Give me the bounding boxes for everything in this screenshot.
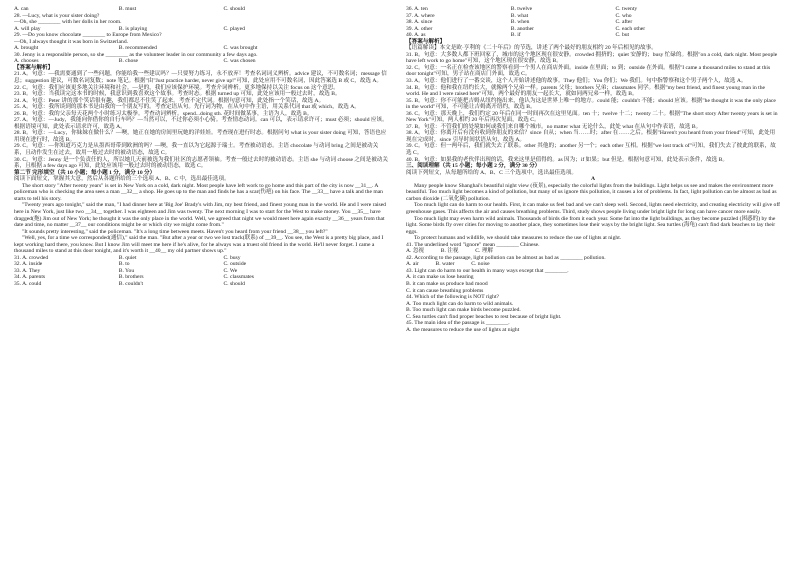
question-line: 43. Light can do harm to our health in many ways except that ________. [406, 267, 569, 274]
section-title: 第二节 完形填空（共 10 小题；每小题 1 分，满分 10 分） [14, 169, 156, 176]
option-a: 31. A. crowded [14, 254, 49, 261]
answer-line: 34. B。句意：他和我在纽约长大，就像两个兄弟一样。parents 父母；brothers 兄弟；classmates 同学。根据"my best friend, and finest young man in the world. He and I were raised here"可知，两个最好的朋友一起长大，就如同两兄弟一样，故选 B。 [406, 84, 766, 98]
option-c: C. was chosen [223, 58, 256, 65]
option-b: B. recommended [118, 45, 157, 52]
option-c: C. after [615, 19, 633, 26]
passage-paragraph: Too much light can do harm to our health. First, it can make us feel bad and we can't sleep well. Second, lights need electricity, and creating electricity will give off greenhouse gases. This affects the air and causes breathing problems. Third, study shows people living under bright light for long can have cancer more easily. [406, 202, 780, 215]
question-line: B. it can make us produce bad mood [406, 280, 488, 287]
option-b: B. chose [118, 58, 138, 65]
question-28-reply: —Oh, she ________ with her dolls in her room. [14, 19, 122, 26]
option-a: A. will play [14, 25, 41, 32]
option-b: B. twelve [510, 6, 533, 12]
section-intro: 阅读下列短文，从每题所给的 A、B、C 三个选项中，选出最佳选项。 [406, 169, 577, 176]
answer-line: 40. B。句意：如果我的老伙伴出现的话，我来这里是值得的。as 因为；if 如果；but 但是。根据句意可知，此处表示条件，故选 B。 [406, 156, 728, 163]
question-line: A. Too much light can do harm to wild animals. [406, 300, 514, 307]
answer-line: 38. A。句意：你离开后有没有收到你朋友的来信？since 自从；when 当……时；after 在……之后。根据"Haven't you heard from your friend"可知，此处用现在完成时，since 引导时间状语从句，故选 A。 [406, 130, 776, 143]
question-line: A. the measures to reduce the use of lights at night [406, 326, 520, 333]
option-c: C. classmates [223, 274, 254, 281]
option-c: C. outside [223, 261, 247, 268]
answer-heading: 【答案与解析】 [406, 38, 446, 45]
option-b: B. when [510, 19, 530, 26]
answer-line: 30. C。句意：Jenny 是一个负责任的人，所以她几天前被选为我们社区的志愿者领袖。考查一般过去时的被动语态。主语 she 与动词 choose 之间是被动关系，且根据 a few days ago 可知，此处应该用一般过去时的被动语态，故选 C。 [14, 156, 388, 170]
answer-line: 37. B。句意：不管我们的处境如何或我们来自哪个城市。no matter what 无论什么，此处 what 在从句中作表语，故选 B。 [406, 123, 702, 130]
answer-line: 25. A。句意：我所谈到的那本书是由我的一个朋友写的。考查定语从句。先行词为物，在从句中作主语，用关系代词 that 或 which，故选 A。 [14, 104, 360, 111]
passage-paragraph: To protect humans and wildlife, we should take measures to reduce the use of lights at night. [414, 235, 622, 242]
question-line: 42. According to the passage, light pollution can be almost as bad as ________ pollution. [406, 254, 606, 261]
option-c: C. We [223, 267, 238, 274]
question-line: 44. Which of the following is NOT right? [406, 294, 500, 301]
option-a: A. can [14, 6, 29, 12]
cloze-paragraph: "It sounds pretty interesting," said the policeman. "It's a long time between meets. Haven't you heard from your friend __38__ you left?" [22, 228, 328, 235]
option-b: B. to [118, 261, 130, 268]
option-c: C. but [615, 32, 630, 39]
option-b: B. You [118, 267, 135, 274]
option-c: C. busy [223, 254, 241, 261]
option-c: C. each other [615, 25, 646, 32]
question-29-reply: —Oh, I always thought it was born in Switzerland. [14, 38, 129, 45]
cloze-paragraph: The short story "After twenty years" is set in New York on a cold, dark night. Most people have left work to go home and this part of the city is now __31__. A policeman who is checking the area sees a man __32__ a shop. He goes up to the man and finds he has a scar(伤疤) on his face. The __33__ have a talk and the man starts to tell his story. [14, 182, 383, 202]
option-b: B. what [510, 12, 529, 19]
option-b: B. another [510, 25, 535, 32]
option-a: 36. A. ten [406, 6, 428, 12]
option-c: C. who [615, 12, 632, 19]
option-a: 39. A. other [406, 25, 433, 32]
answer-line: 35. B。句意：你不可能把吉姆从纽约拖出来，他认为这是世界上唯一的地方。could 能；couldn't 不能；should 应该。根据"he thought it was the only place in the world"可知，不可能让吉姆离开纽约，故选 B。 [406, 97, 776, 111]
option-b: B. brothers [118, 274, 144, 281]
option-b: B. couldn't [118, 280, 144, 287]
answer-line: 32. C。句意：一名正在检查该地区的警察看到一个男人在商店外面。inside 在里面；to 到；outside 在外面。根据"I came a thousand miles to stand at this door tonight"可知，男子站在商店门外面，故选 C。 [406, 64, 771, 78]
passage-interpretation: 【语篇解读】本文是欧·亨利的《二十年后》的节选，讲述了两个最好的朋友相约 20 年后相见的故事。 [406, 45, 657, 52]
passage-paragraph: Many people know Shanghai's beautiful night view (夜景), especially the colorful lights from the buildings. Light helps us see and makes the environment more beautiful. Too much light becomes a kind of pollution, but many of us ignore this pollution, it causes a lot of problems. In fact, light pollution can be almost as bad as carbon dioxide (二氧化碳) pollution. [406, 182, 777, 202]
passage-paragraph: Too much light may even harm wild animals. Thousands of birds die from it each year. Some fat into the light buildings, as they become puzzled (困惑的) by the light. Some birds fly over cities for moving to another place, they sometimes lose their ways by the bright light. Sea turtles (海龟) can't find dark beaches to lay their eggs. [406, 215, 776, 235]
question-line: C. Sea turtles can't find proper beaches to rest because of bright light. [406, 313, 562, 320]
question-line: A. it can make us lose hearing [406, 274, 474, 281]
cloze-paragraph: "Well, yes, for a time we corresponded(通信)," said the man. "But after a year or two we lost track(联系) of __39__. You see, the West is a pretty big place, and I kept working hard there, you know. But I know Jim will meet me here if he's alive, for he always was a truest old friend in the world. He'll never forget. I came a thousand miles to stand at this door tonight, and it's worth it __40__ my old partner shows up." [14, 235, 384, 255]
question-30: 30. Jenny is a responsible person, so she ________ as the volunteer leader in our community a few days ago. [14, 51, 258, 58]
option-b: B. is playing [118, 25, 148, 32]
section-title: 三、阅读理解（共 15 小题；每小题 2 分，满分 30 分） [406, 163, 541, 170]
section-intro: 阅读下面短文，掌握其大意，然后从各题所给的三个选项 A、B、C 中，选出最佳选项。 [14, 176, 230, 183]
question-line: 41. The underlined word "ignore" mean ________ Chinese. [406, 241, 540, 248]
question-line: 45. The main idea of the passage is ________. [406, 320, 510, 327]
option-a: 32. A. inside [14, 261, 43, 268]
question-line: A. 忽视 B. 注视 C. 理解 [406, 248, 494, 255]
option-c: C. should [223, 6, 245, 12]
option-b: B. quiet [118, 254, 137, 261]
answer-line: 27. A。句意：—Judy，我能向你借你的自行车吗？—当然可以，不过你必须小心骑。考查情态动词。can 可以，表示请求许可；must 必须；should 应该。根据语境可知，此处表示请求许可，故选 A。 [14, 117, 388, 130]
option-a: 34. A. parents [14, 274, 46, 281]
option-c: C. twenty [615, 6, 638, 12]
option-b: B. if [510, 32, 521, 39]
answer-line: 39. C。句意：但一两年后，我们就失去了联系。other 其他的；another 另一个；each other 互相。根据"we lost track of"可知，我们失去了彼此的联系，故选 C。 [406, 143, 776, 157]
option-c: C. should [223, 280, 245, 287]
answer-line: 31. B。句意：大多数人都下班回家了，城市的这个地区现在很安静。crowded 拥挤的；quiet 安静的；busy 忙碌的。根据"on a cold, dark night. Most people have left work to go home"可知，这个地区现在很安静，故选 B。 [406, 51, 778, 65]
cloze-paragraph: "Twenty years ago tonight," said the man, "I had dinner here at 'Big Joe' Brady's with Jim, my best friend, and finest young man in the world. He and I were raised here in New York, just like two __34__ together. I was eighteen and Jim was twenty. The next morning I was to start for the West to make money. You __35__ have dragged(拖) Jim out of New York; he thought it was the only place in the world. Well, we agreed that night we would meet here again exactly __36__ years from that date and time, no matter __37__ our conditions might be or which city we might come from." [14, 202, 386, 229]
right-column [406, 6, 780, 558]
answer-line: 22. C。句意：我们应该更多地关注环境和社会。—是的，我们应该保护环境。考查介词辨析。更多地保持以关注 focus on 这个意思。 [14, 84, 339, 91]
passage-label: A [590, 176, 596, 183]
question-line: C. it can cause breathing problems [406, 287, 484, 294]
question-29: 29. —Do you know chocolate ________ to Europe from Mexico? [14, 32, 162, 39]
option-a: 35. A. could [14, 280, 42, 287]
option-a: 33. A. They [14, 267, 41, 274]
option-a: 37. A. where [406, 12, 435, 19]
answer-line: 26. B。句意：我的父亲每天花两个小时练习太极拳。考查动词辨析。spend...doing sth. 花时间做某事，主语为人，故选 B。 [14, 110, 313, 117]
left-column [14, 6, 388, 558]
answer-line: 24. A。句意：Peter 讲的那个笑话很有趣，我们都忍不住笑了起来。考查不定代词。根据句意可知，此处指一个笑话，故选 A。 [14, 97, 325, 104]
answer-line: 23. B。句意：当我读完这本书的时候，我意识到我喜欢这个故事。考查时态。根据 turned up 可知，此处应该用一般过去时，故选 B。 [14, 91, 341, 98]
question-line: B. Too much light can make birds become puzzled. [406, 307, 521, 314]
option-a: A. chooses [14, 58, 39, 65]
answer-line: 33. A。句意：他们进行了一番交谈，这个人开始讲述他的故事。They 他们；You 你们；We 我们。句中指警察和这个男子两个人，故选 A。 [406, 78, 747, 85]
option-row [14, 281, 388, 288]
option-c: C. played [223, 25, 245, 32]
option-a: A. brought [14, 45, 39, 52]
question-line: A. air B. water C. noise [406, 261, 490, 268]
option-c: C. was brought [223, 45, 258, 52]
option-b: B. must [118, 6, 137, 12]
option-a: 40. A. as [406, 32, 426, 39]
question-28: 28. —Lucy, what is your sister doing? [14, 12, 100, 19]
answer-line: 28. B。句意：—Lucy，你妹妹在做什么？—噢，她正在她的房间里玩她的洋娃娃。考查现在进行时态。根据问句 what is your sister doing 可知，答语也应用现在进行时，故选 B。 [14, 130, 387, 143]
answer-line: 36. C。句意：那天晚上，我们约定 20 年后在同一时间再次在这里见面。ten 十；twelve 十二；twenty 二十。根据"The short story After twenty years is set in New York"可知，两人相约 20 年后再次见面，故选 C。 [406, 110, 778, 124]
option-a: 38. A. since [406, 19, 433, 26]
answer-heading: 【答案与解析】 [14, 64, 54, 71]
answer-line: 21. A。句意：—我需要通到了一些问题，你能给我一些建议吗？—只要努力练习，永不放弃！考查名词词义辨析。advice 建议，不可数名词；message 信息；suggestion 建议，可数名词复数；note 笔记。根据"由"Just practice harder, never give up!"可知，此处应用不可数名词，因此答案选 B 或 C，故选 A。 [14, 71, 387, 85]
answer-line: 29. C。句意：—你知道巧克力是从墨西哥带到欧洲的吗？—噢，我一直以为它起源于瑞士。考查被动语态。主语 chocolate 与动词 bring 之间是被动关系，且动作发生在过去，故用一般过去时的被动语态，故选 C。 [14, 143, 379, 157]
